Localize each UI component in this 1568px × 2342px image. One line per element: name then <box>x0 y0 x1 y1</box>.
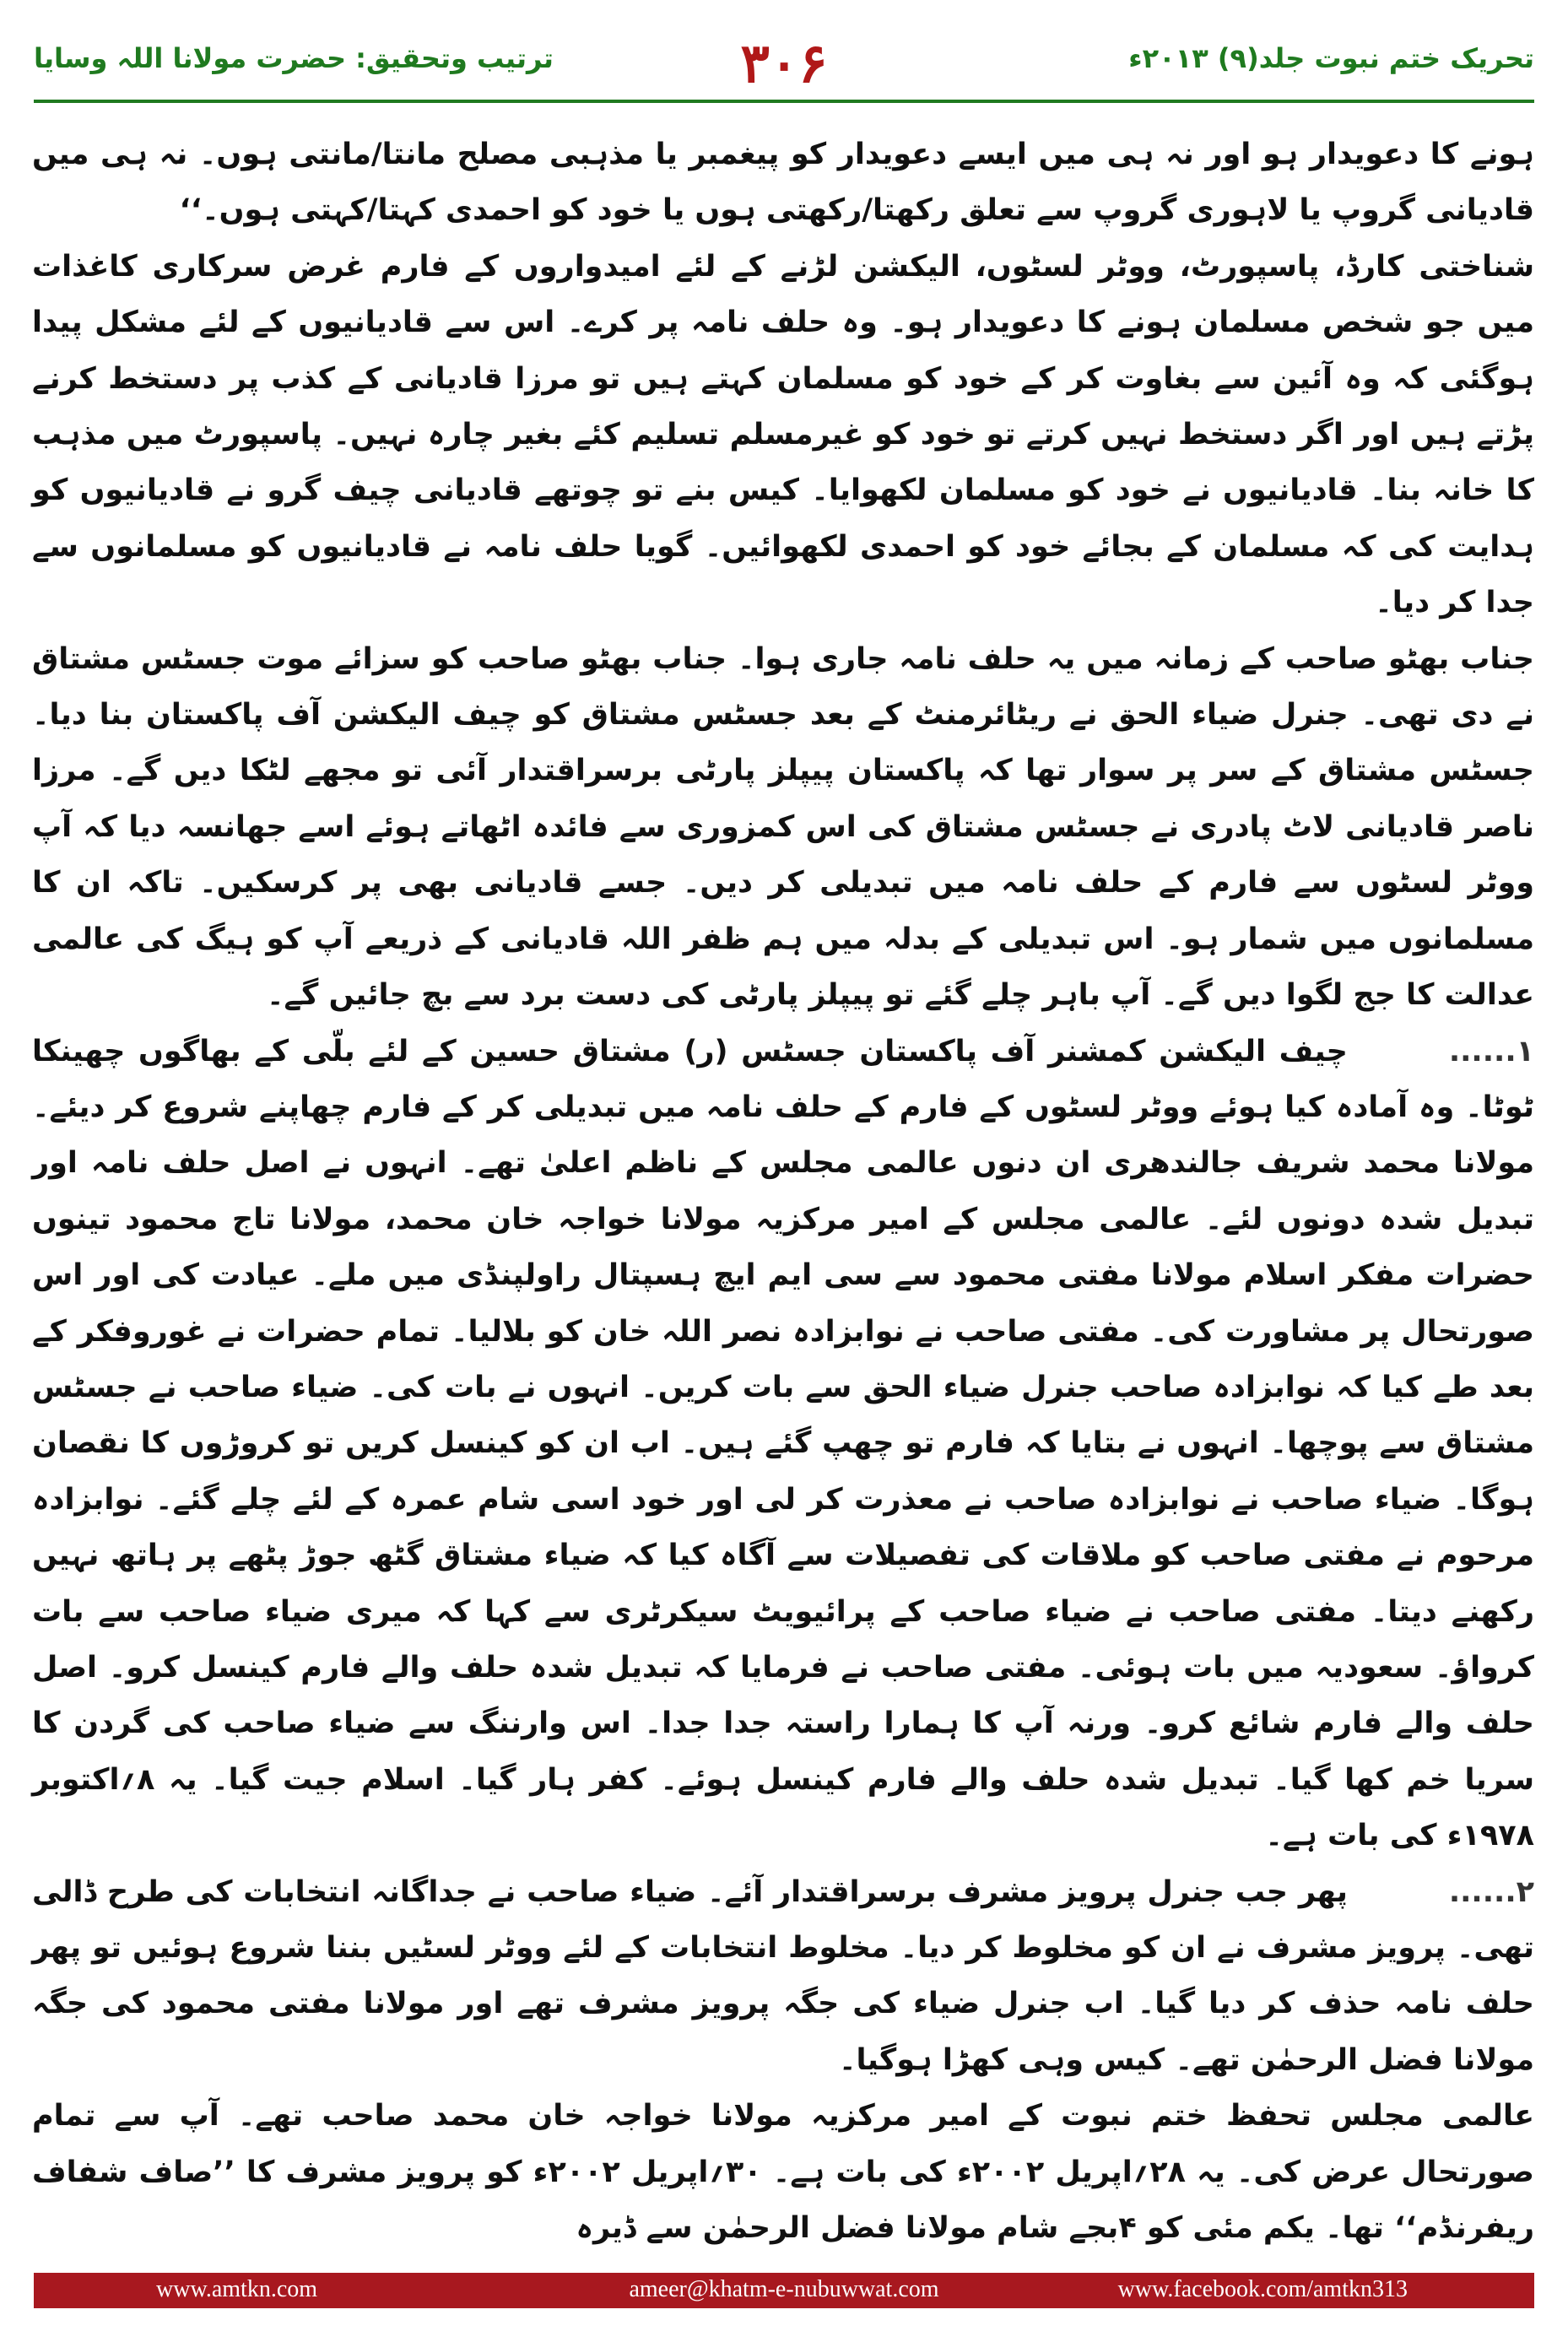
paragraph-bhutto-era: جناب بھٹو صاحب کے زمانہ میں یہ حلف نامہ جاری ہوا۔ جناب بھٹو صاحب کو سزائے موت جسٹس مشتاق نے دی تھی۔ جنرل ضیاء الحق نے ریٹائرمنٹ کے بعد جسٹس مشتاق کو چیف الیکشن آف پاکستان بنا دیا۔ جسٹس مشتاق کے سر پر سوار تھا کہ پاکستان پیپلز پارٹی برسراقتدار آئی تو مجھے لٹکا دیں گے۔ مرزا ناصر قادیانی لاٹ پادری نے جسٹس مشتاق کی اس کمزوری سے فائدہ اٹھاتے ہوئے اسے جھانسہ دیا کہ آپ ووٹر لسٹوں سے فارم کے حلف نامہ میں تبدیلی کر دیں۔ جسے قادیانی بھی پر کرسکیں۔ تاکہ ان کا مسلمانوں میں شمار ہو۔ اس تبدیلی کے بدلہ میں ہم ظفر اللہ قادیانی کے ذریعے آپ کو ہیگ کی عالمی عدالت کا جج لگوا دیں گے۔ آپ باہر چلے گئے تو پیپلز پارٹی کی دست برد سے بچ جائیں گے۔ <box>32 641 1534 1013</box>
header-book-title: تحریک ختم نبوت جلد(۹) ۲۰۱۳ء <box>1128 42 1534 74</box>
footer-email-link[interactable]: ameer@khatm-e-nubuwwat.com <box>629 2276 939 2302</box>
footer-website-link[interactable]: www.amtkn.com <box>156 2276 318 2302</box>
point-2-number: ۲...... <box>1448 1874 1534 1909</box>
point-1-text: چیف الیکشن کمشنر آف پاکستان جسٹس (ر) مشتاق حسین کے لئے بلّی کے بھاگوں چھینکا ٹوٹا۔ وہ آمادہ کیا ہوئے ووٹر لسٹوں کے فارم کے حلف نامہ میں تبدیلی کر کے فارم چھاپنے شروع کر دیئے۔ مولانا محمد شریف جالندھری ان دنوں عالمی مجلس کے ناظم اعلیٰ تھے۔ انہوں نے اصل حلف نامہ اور تبدیل شدہ دونوں لئے۔ عالمی مجلس کے امیر مرکزیہ مولانا خواجہ خان محمد، مولانا تاج محمود تینوں حضرات مفکر اسلام مولانا مفتی محمود سے سی ایم ایچ ہسپتال راولپنڈی میں ملے۔ عیادت کی اور اس صورتحال پر مشاورت کی۔ مفتی صاحب نے نوابزادہ نصر اللہ خان کو بلالیا۔ تمام حضرات نے غوروفکر کے بعد طے کیا کہ نوابزادہ صاحب جنرل ضیاء الحق سے بات کریں۔ انہوں نے بات کی۔ ضیاء صاحب نے جسٹس مشتاق سے پوچھا۔ انہوں نے بتایا کہ فارم تو چھپ گئے ہیں۔ اب ان کو کینسل کریں تو کروڑوں کا نقصان ہوگا۔ ضیاء صاحب نے نوابزادہ صاحب نے معذرت کر لی اور خود اسی شام عمرہ کے لئے چلے گئے۔ نوابزادہ مرحوم نے مفتی صاحب کو ملاقات کی تفصیلات سے آگاہ کیا کہ ضیاء مشتاق گٹھ جوڑ پٹھے پر ہاتھ نہیں رکھنے دیتا۔ مفتی صاحب نے ضیاء صاحب کے پرائیویٹ سیکرٹری سے کہا کہ میری ضیاء صاحب سے بات کرواؤ۔ سعودیہ میں بات ہوئی۔ مفتی صاحب نے فرمایا کہ تبدیل شدہ حلف والے فارم کینسل کرو۔ اصل حلف والے فارم شائع کرو۔ ورنہ آپ کا ہمارا راستہ جدا جدا۔ اس وارننگ سے ضیاء صاحب کی گردن کا سریا خم کھا گیا۔ تبدیل شدہ حلف والے فارم کینسل ہوئے۔ کفر ہار گیا۔ اسلام جیت گیا۔ یہ ۸؍اکتوبر ۱۹۷۸ء کی بات ہے۔ <box>32 1034 1534 1853</box>
paragraph-oath-requirement: شناختی کارڈ، پاسپورٹ، ووٹر لسٹوں، الیکشن لڑنے کے لئے امیدواروں کے فارم غرض سرکاری کاغذات میں جو شخص مسلمان ہونے کا دعویدار ہو۔ وہ حلف نامہ پر کرے۔ اس سے قادیانیوں کے لئے مشکل پیدا ہوگئی کہ وہ آئین سے بغاوت کر کے خود کو مسلمان کہتے ہیں تو مرزا قادیانی کے کذب پر دستخط کرنے پڑتے ہیں اور اگر دستخط نہیں کرتے تو خود کو غیرمسلم تسلیم کئے بغیر چارہ نہیں۔ پاسپورٹ میں مذہب کا خانہ بنا۔ قادیانیوں نے خود کو مسلمان لکھوایا۔ کیس بنے تو چوتھے قادیانی چیف گرو نے قادیانیوں کو ہدایت کی کہ مسلمان کے بجائے خود کو احمدی لکھوائیں۔ گویا حلف نامہ نے قادیانیوں کو مسلمانوں سے جدا کر دیا۔ <box>32 249 1534 620</box>
footer-facebook-link[interactable]: www.facebook.com/amtkn313 <box>1117 2276 1408 2302</box>
page-header <box>34 32 1534 116</box>
header-compiler-credit: ترتیب وتحقیق: حضرت مولانا اللہ وسایا <box>34 42 554 74</box>
paragraph-point-1 <box>32 1024 1534 1864</box>
footer-bar <box>34 2273 1534 2308</box>
page-footer <box>0 2271 1568 2342</box>
point-1-number: ۱...... <box>1448 1034 1534 1068</box>
paragraph-amtkn-ameer: عالمی مجلس تحفظ ختم نبوت کے امیر مرکزیہ مولانا خواجہ خان محمد صاحب تھے۔ آپ سے تمام صورتحال عرض کی۔ یہ ۲۸؍اپریل ۲۰۰۲ء کی بات ہے۔ ۳۰؍اپریل ۲۰۰۲ء کو پرویز مشرف کا ’’صاف شفاف ریفرنڈم‘‘ تھا۔ یکم مئی کو ۴بجے شام مولانا فضل الرحمٰن سے ڈیرہ <box>32 2099 1534 2246</box>
paragraph-oath-end: ہونے کا دعویدار ہو اور نہ ہی میں ایسے دعویدار کو پیغمبر یا مذہبی مصلح مانتا/مانتی ہوں۔ نہ ہی میں قادیانی گروپ یا لاہوری گروپ سے تعلق رکھتا/رکھتی ہوں یا خود کو احمدی کہتا/کہتی ہوں۔‘‘ <box>32 138 1534 228</box>
paragraph-point-2 <box>32 1864 1534 2089</box>
point-2-text: پھر جب جنرل پرویز مشرف برسراقتدار آئے۔ ضیاء صاحب نے جداگانہ انتخابات کی طرح ڈالی تھی۔ پرویز مشرف نے ان کو مخلوط کر دیا۔ مخلوط انتخابات کے لئے ووٹر لسٹیں بننا شروع ہوئیں تو پھر حلف نامہ حذف کر دیا گیا۔ اب جنرل ضیاء کی جگہ پرویز مشرف تھے اور مولانا مفتی محمود کی جگہ مولانا فضل الرحمٰن تھے۔ کیس وہی کھڑا ہوگیا۔ <box>32 1874 1534 2077</box>
body-text <box>32 127 1534 2246</box>
header-divider <box>34 100 1534 103</box>
page-number: ۳۰۶ <box>740 32 828 95</box>
